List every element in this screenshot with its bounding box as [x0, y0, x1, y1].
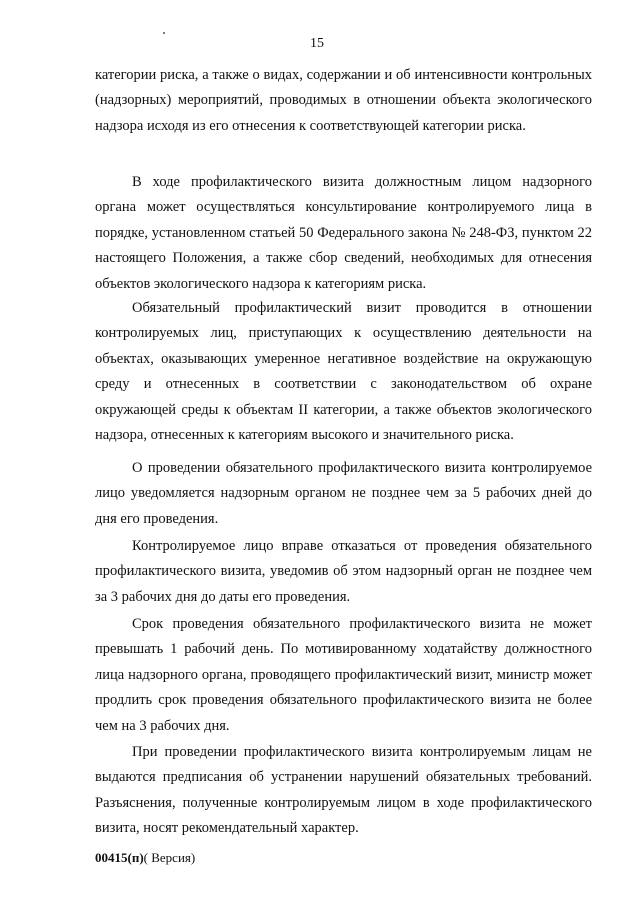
paragraph-visit-consultation: В ходе профилактического визита должностным лицом надзорного органа может осуществляться консультирование контролируемого лица в порядке, установленном статьей 50 Федерального закона № 248-ФЗ, пунктом 22 настоящего Положения, а также сбор сведений, необходимых для отнесения объектов экологического надзора к категориям риска.	[95, 174, 592, 292]
paragraph-mandatory-visit: Обязательный профилактический визит проводится в отношении контролируемых лиц, приступающих к осуществлению деятельности на объектах, оказывающих умеренное негативное воздействие на окружающую среду и отнесенных в соответствии с законодательством об охране окружающей среды к объектам II категории, а также объектов экологического надзора, отнесенных к категориям высокого и значительного риска.	[95, 300, 592, 444]
paragraph-notification: О проведении обязательного профилактического визита контролируемое лицо уведомляется надзорным органом не позднее чем за 5 рабочих дней до дня его проведения.	[95, 460, 592, 527]
document-version: ( Версия)	[143, 850, 196, 865]
paragraph-recommendations: При проведении профилактического визита контролируемым лицам не выдаются предписания об устранении нарушений обязательных требований. Разъяснения, полученные контролируемым лицом в ходе профилактического визита, носят рекомендательный характер.	[95, 744, 592, 837]
paragraph-duration: Срок проведения обязательного профилактического визита не может превышать 1 рабочий день. По мотивированному ходатайству должностного лица надзорного органа, проводящего профилактический визит, министр может продлить срок проведения обязательного профилактического визита не более чем на 3 рабочих дня.	[95, 616, 592, 734]
page-number: 15	[310, 36, 324, 51]
document-code-number: 00415(п)	[95, 850, 144, 865]
scan-speck	[163, 32, 165, 34]
paragraph-continuation: категории риска, а также о видах, содержании и об интенсивности контрольных (надзорных) мероприятий, проводимых в отношении объекта экологического надзора исходя из его отнесения к соответствующей категории риска.	[95, 67, 592, 134]
paragraph-refusal: Контролируемое лицо вправе отказаться от проведения обязательного профилактического визита, уведомив об этом надзорный орган не позднее чем за 3 рабочих дня до даты его проведения.	[95, 538, 592, 605]
document-code	[95, 850, 195, 866]
